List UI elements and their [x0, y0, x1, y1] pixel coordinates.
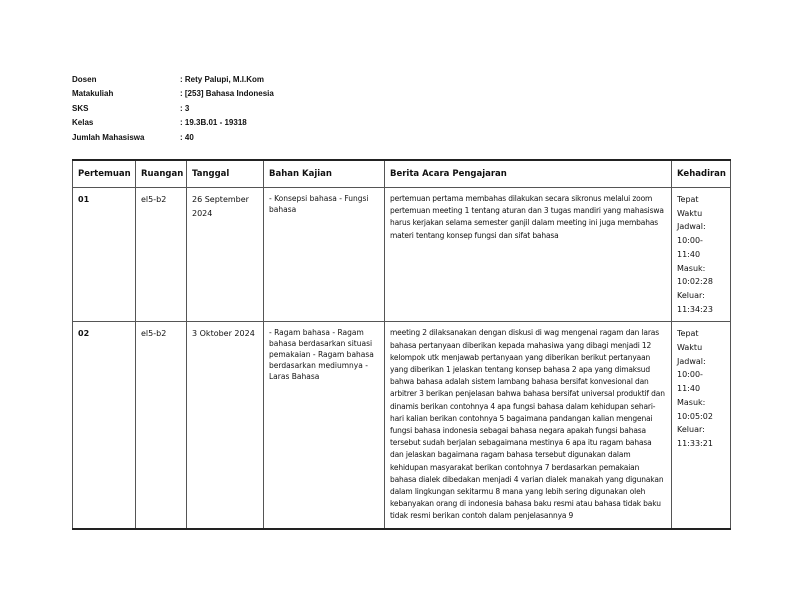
table-header-row	[73, 160, 731, 188]
column-header-bahan-kajian: Bahan Kajian	[264, 160, 385, 188]
kehadiran-jadwal-start: 10:00-	[677, 236, 703, 246]
kehadiran-jadwal-start: 10:00-	[677, 370, 703, 380]
kehadiran-status: Tepat Waktu	[677, 195, 703, 218]
cell-berita-acara: meeting 2 dilaksanakan dengan diskusi di wag mengenai ragam dan laras bahasa pertanyaan diberikan kepada mahasiwa yang dibagi menjadi 12 kelompok utk menjawab pertanyaan yang diberikan berikut pertanyaan yang diberikan 1 jelaskan tentang konsep bahasa 2 apa yang dimaksud bahwa bahasa adalah sistem lambang bahasa bersifat konvesional dan arbitrer 3 berikan penjelasan bahwa bahasa bersifat universal produktif dan dinamis berikan contohnya 4 apa fungsi bahasa dalam kehidupan sehari-hari kalian berikan contohnya 5 bagaimana pandangan kalian mengenai fungsi bahasa indonesia sebagai bahasa negara apakah fungsi bahasa tersebut sudah berjalan sebagaimana mestinya 6 apa itu ragam bahasa dan jelaskan bagaimana ragam bahasa tersebut digunakan dalam kehidupan masyarakat berikan contohnya 7 berdasarkan pemakaian bahasa dialek dibedakan menjadi 4 varian dialek manakah yang digunakan dalam lingkungan sekitarmu 8 mana yang lebih sering digunakan oleh kebanyakan orang di indonesia bahasa baku resmi atau bahasa tidak baku tidak resmi berikan contoh dalam penjelasannya 9	[385, 322, 672, 530]
kehadiran-masuk-time: 10:05:02	[677, 411, 713, 421]
meta-row-sks	[72, 101, 274, 116]
column-header-tanggal: Tanggal	[187, 160, 264, 188]
column-header-kehadiran: Kehadiran	[672, 160, 731, 188]
kehadiran-jadwal-label: Jadwal:	[677, 356, 706, 366]
kehadiran-keluar-label: Keluar:	[677, 290, 705, 300]
meta-label: Dosen	[72, 74, 97, 84]
cell-tanggal: 3 Oktober 2024	[187, 322, 264, 530]
column-header-ruangan: Ruangan	[136, 160, 187, 188]
meta-row-kelas	[72, 116, 274, 131]
meta-value: : 3	[180, 103, 190, 113]
column-header-pertemuan: Pertemuan	[73, 160, 136, 188]
cell-tanggal: 26 September 2024	[187, 188, 264, 322]
cell-pertemuan: 01	[73, 188, 136, 322]
cell-ruangan: el5-b2	[136, 188, 187, 322]
kehadiran-jadwal-end: 11:40	[677, 249, 701, 259]
kehadiran-masuk-label: Masuk:	[677, 397, 706, 407]
meta-row-dosen	[72, 72, 274, 87]
meta-value: : 19.3B.01 - 19318	[180, 118, 247, 128]
table-row	[73, 188, 731, 322]
kehadiran-keluar-time: 11:33:21	[677, 438, 713, 448]
meta-label: Matakuliah	[72, 89, 114, 99]
kehadiran-status: Tepat Waktu	[677, 329, 703, 353]
meta-row-matakuliah	[72, 87, 274, 102]
meta-value: : 40	[180, 132, 194, 142]
cell-pertemuan: 02	[73, 322, 136, 530]
kehadiran-jadwal-label: Jadwal:	[677, 222, 706, 232]
meta-label: SKS	[72, 103, 89, 113]
meta-value: : [253] Bahasa Indonesia	[180, 89, 274, 99]
kehadiran-jadwal-end: 11:40	[677, 384, 701, 394]
kehadiran-masuk-time: 10:02:28	[677, 277, 713, 287]
meta-label: Jumlah Mahasiswa	[72, 132, 145, 142]
kehadiran-masuk-label: Masuk:	[677, 263, 706, 273]
table-row	[73, 322, 731, 530]
cell-berita-acara: pertemuan pertama membahas dilakukan secara sikronus melalui zoom pertemuan meeting 1 tentang aturan dan 3 tugas mandiri yang mahasiswa harus kerjakan selama semester ganjil dalam meeting ini juga membahas materi tentang konsep fungsi dan sifat bahasa	[385, 188, 672, 322]
meta-value: : Rety Palupi, M.I.Kom	[180, 74, 265, 84]
cell-kehadiran	[672, 188, 731, 322]
cell-bahan-kajian: - Ragam bahasa - Ragam bahasa berdasarkan situasi pemakaian - Ragam bahasa berdasarkan mediumnya - Laras Bahasa	[264, 322, 385, 530]
column-header-berita-acara: Berita Acara Pengajaran	[385, 160, 672, 188]
cell-ruangan: el5-b2	[136, 322, 187, 530]
meta-label: Kelas	[72, 118, 94, 128]
kehadiran-keluar-label: Keluar:	[677, 425, 705, 435]
kehadiran-keluar-time: 11:34:23	[677, 304, 713, 314]
cell-bahan-kajian: - Konsepsi bahasa - Fungsi bahasa	[264, 188, 385, 322]
attendance-table	[72, 159, 731, 530]
meta-row-jumlah-mahasiswa	[72, 130, 274, 145]
course-info	[72, 72, 274, 145]
cell-kehadiran	[672, 322, 731, 530]
